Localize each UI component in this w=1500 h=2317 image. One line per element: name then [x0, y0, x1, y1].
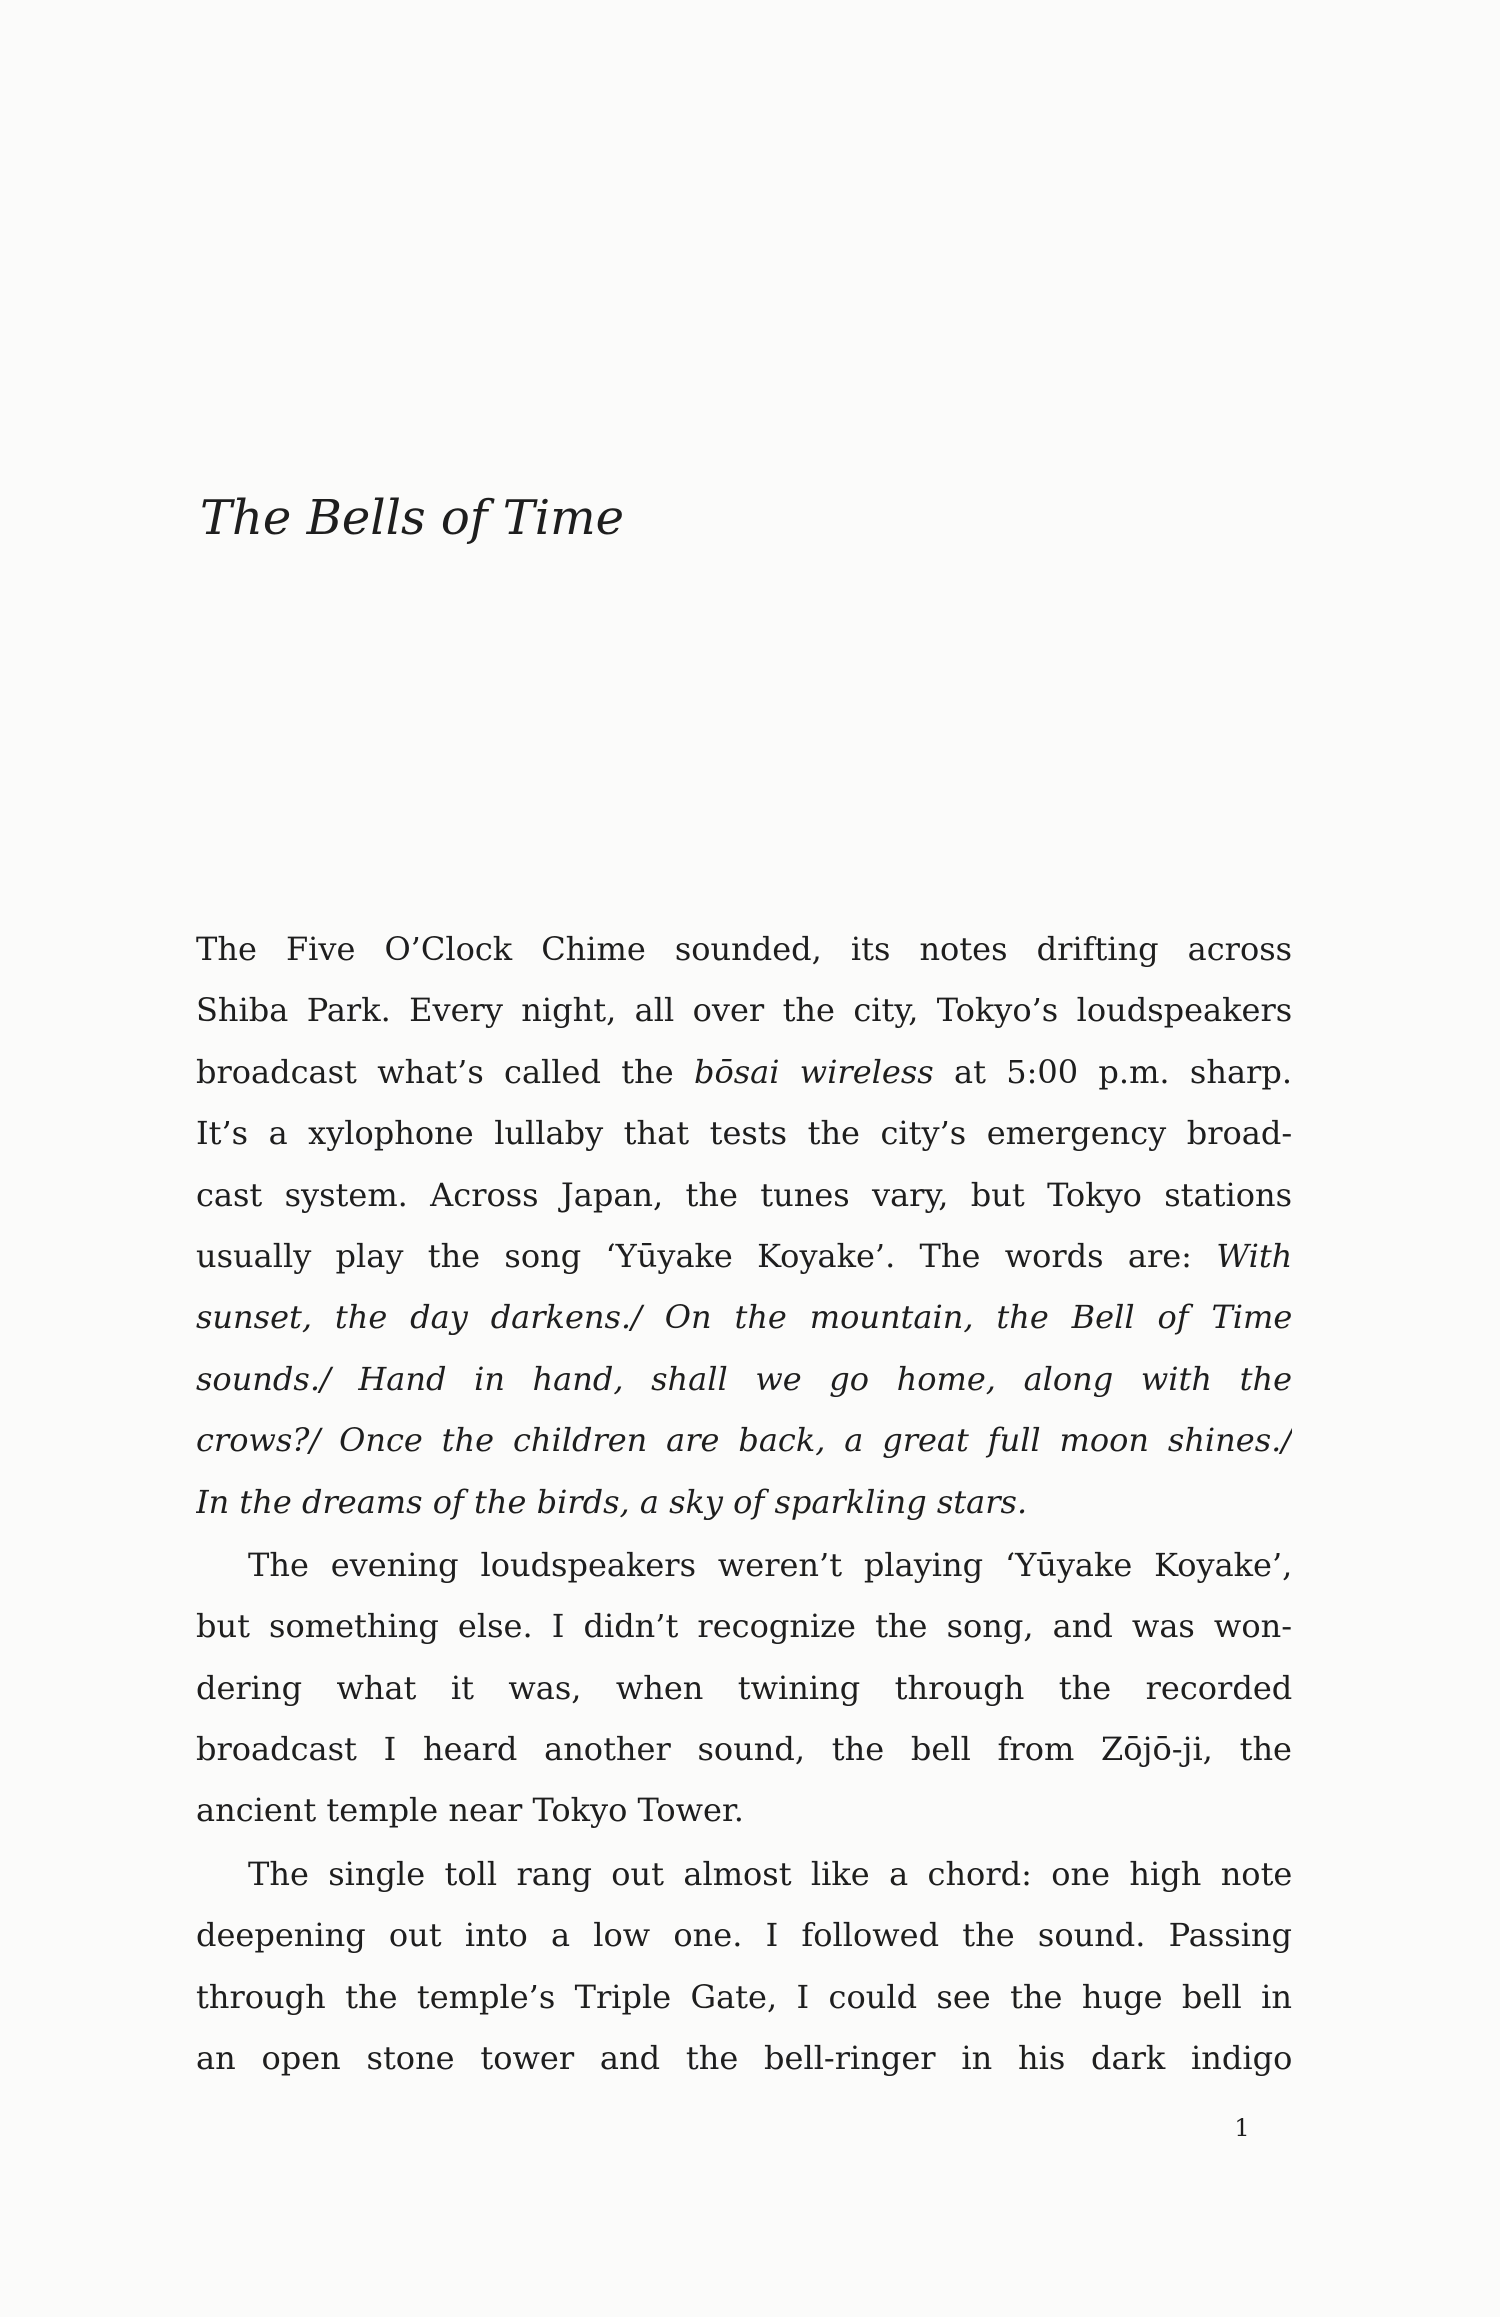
page-number: 1: [1234, 2114, 1250, 2142]
text-run: cast system. Across Japan, the tunes vary, but Tokyo stations: [196, 1175, 1292, 1214]
text-line: [196, 1780, 1292, 1841]
text-run: broadcast what’s called the: [196, 1052, 694, 1091]
text-run: The single toll rang out almost like a chord: one high note: [248, 1854, 1292, 1893]
text-line: [196, 1226, 1292, 1287]
text-line: [196, 2028, 1292, 2089]
text-line: [196, 980, 1292, 1041]
text-line: [196, 1165, 1292, 1226]
text-line: [196, 1905, 1292, 1966]
text-run: The evening loudspeakers weren’t playing ‘Yūyake Koyake’,: [248, 1545, 1292, 1584]
text-line: [196, 1596, 1292, 1657]
text-line: [196, 1535, 1292, 1596]
text-line: [196, 919, 1292, 980]
text-run: usually play the song ‘Yūyake Koyake’. The words are:: [196, 1236, 1217, 1275]
text-run: dering what it was, when twining through the recorded: [196, 1668, 1292, 1707]
text-line: [196, 1410, 1292, 1471]
text-line: [196, 1844, 1292, 1905]
paragraph: [196, 1535, 1292, 1842]
text-run: The Five O’Clock Chime sounded, its notes drifting across: [196, 930, 1292, 968]
text-line: [196, 1042, 1292, 1103]
text-run: ancient temple near Tokyo Tower.: [196, 1791, 744, 1830]
text-line: [196, 1967, 1292, 2028]
body-text: [196, 919, 1292, 2089]
text-line: [196, 1349, 1292, 1410]
text-run: Shiba Park. Every night, all over the city, Tokyo’s loudspeakers: [196, 991, 1292, 1030]
text-run: deepening out into a low one. I followed the sound. Passing: [196, 1916, 1292, 1955]
italic-run: sounds./ Hand in hand, shall we go home, along with the: [196, 1359, 1292, 1398]
italic-run: With: [1216, 1236, 1292, 1275]
text-line: [196, 1658, 1292, 1719]
text-line: [196, 1103, 1292, 1164]
italic-run: bōsai wireless: [694, 1052, 934, 1091]
text-run: It’s a xylophone lullaby that tests the city’s emergency broad-: [196, 1114, 1292, 1153]
text-run: an open stone tower and the bell-ringer in his dark indigo: [196, 2039, 1292, 2078]
text-line: [196, 1287, 1292, 1348]
italic-run: In the dreams of the birds, a sky of sparkling stars.: [196, 1482, 1028, 1521]
paragraph: [196, 1844, 1292, 2090]
italic-run: sunset, the day darkens./ On the mountain, the Bell of Time: [196, 1298, 1292, 1337]
chapter-title: The Bells of Time: [200, 490, 625, 546]
text-run: broadcast I heard another sound, the bell from Zōjō-ji, the: [196, 1730, 1292, 1769]
text-line: [196, 1472, 1292, 1533]
text-run: through the temple’s Triple Gate, I could see the huge bell in: [196, 1977, 1292, 2016]
text-run: at 5:00 p.m. sharp.: [933, 1052, 1292, 1091]
paragraph: [196, 919, 1292, 1533]
italic-run: crows?/ Once the children are back, a great full moon shines./: [196, 1421, 1292, 1460]
text-line: [196, 1719, 1292, 1780]
text-run: but something else. I didn’t recognize the song, and was won-: [196, 1607, 1292, 1646]
